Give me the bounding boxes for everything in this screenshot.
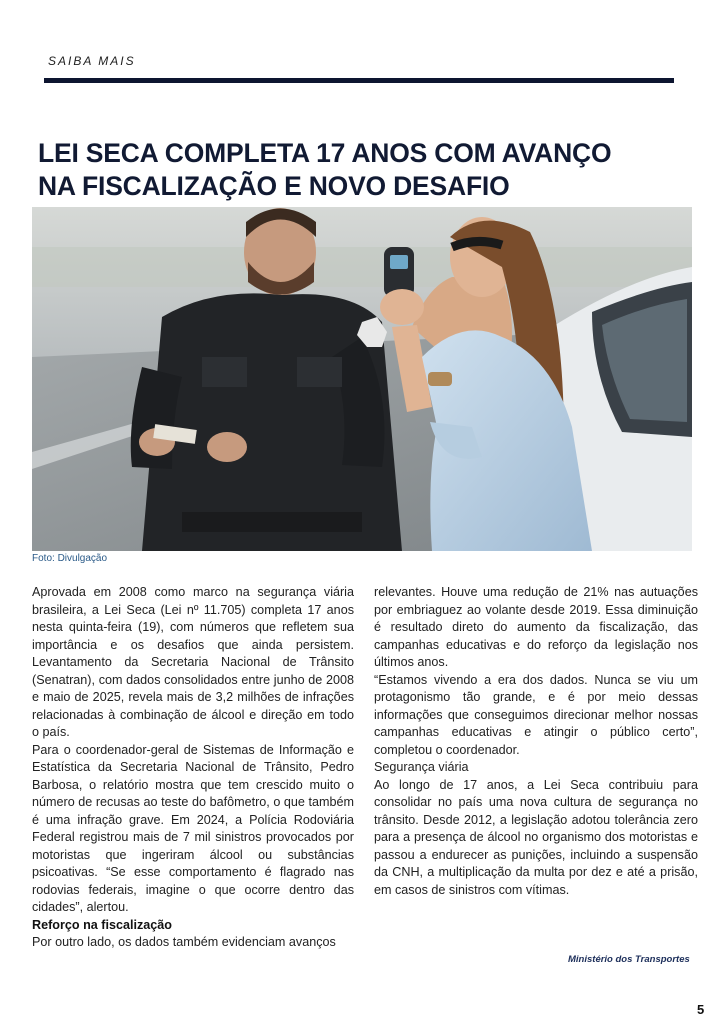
headline-line-2: NA FISCALIZAÇÃO E NOVO DESAFIO (38, 171, 510, 201)
photo-caption: Foto: Divulgação (32, 553, 108, 564)
article-headline (38, 137, 698, 203)
breathalyzer-test-illustration (32, 207, 692, 551)
paragraph: relevantes. Houve uma redução de 21% nas autuações por embriaguez ao volante desde 2019. Essa diminuição é resultado direto do aumento da fiscalização, das campanhas educativas e do reforço da legislação nos últimos anos. (374, 585, 698, 669)
paragraph: Ao longo de 17 anos, a Lei Seca contribuiu para consolidar no país uma nova cultura de segurança no trânsito. Desde 2012, a legislação adotou tolerância zero para a presença de álcool no organismo dos motoristas e passou a endurecer as punições, incluindo a suspensão da CNH, a multiplicação da multa por dez e até a prisão, em casos de sinistros com vítimas. (374, 777, 698, 897)
article-photo (32, 207, 692, 551)
article-column-left (32, 584, 354, 952)
source-signature: Ministério dos Transportes (568, 954, 690, 965)
section-label: SAIBA MAIS (48, 54, 136, 68)
page-number: 5 (697, 1002, 705, 1017)
paragraph: “Estamos vivendo a era dos dados. Nunca se viu um protagonismo tão grande, e é por meio dessas informações que conseguimos direcionar melhor nossas campanhas educativas e atingir o público certo”, completou o coordenador. (374, 672, 698, 757)
paragraph: Para o coordenador-geral de Sistemas de Informação e Estatística da Secretaria Nacional de Trânsito, Pedro Barbosa, o relatório mostra que tem crescido muito o número de recusas ao teste do bafômetro, o que também é uma infração grave. Em 2024, a Polícia Rodoviária Federal registrou mais de 7 mil sinistros provocados por motoristas que ingeriram álcool ou substâncias psicoativas. “Se esse comportamento é flagrado nas rodovias federais, imagine o que ocorre dentro das cidades”, alertou. (32, 742, 354, 914)
top-divider (44, 78, 674, 83)
paragraph: Por outro lado, os dados também evidenciam avanços (32, 935, 336, 949)
headline-line-1: LEI SECA COMPLETA 17 ANOS COM AVANÇO (38, 138, 612, 168)
subheading-reforco: Reforço na fiscalização (32, 917, 172, 932)
paragraph: Aprovada em 2008 como marco na segurança viária brasileira, a Lei Seca (Lei nº 11.705) completa 17 anos nesta quinta-feira (19), com números que refletem sua importância e os desafios que ainda persistem. Levantamento da Secretaria Nacional de Trânsito (Senatran), com dados consolidados entre junho de 2008 e maio de 2025, revela mais de 3,2 milhões de infrações relacionadas à combinação de álcool e direção em todo o país. (32, 585, 354, 739)
article-column-right (374, 584, 698, 899)
subheading-seguranca: Segurança viária (374, 760, 469, 774)
